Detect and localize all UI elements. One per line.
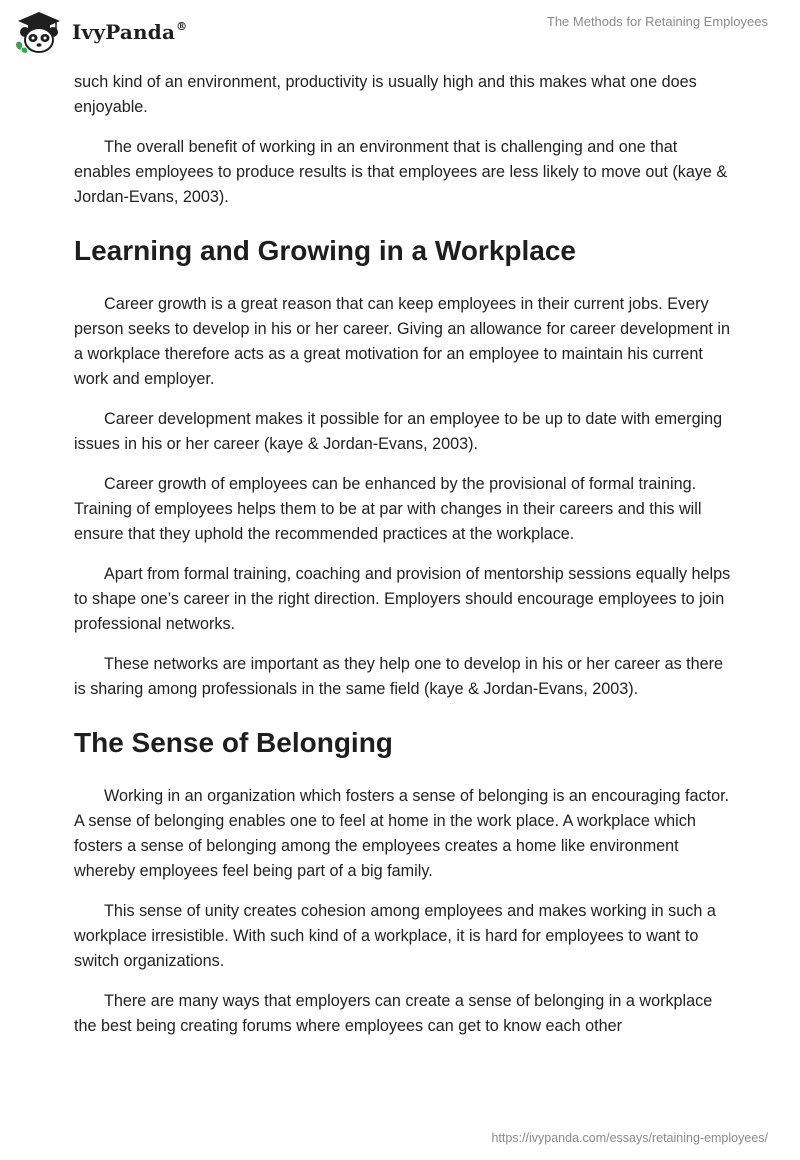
paragraph: This sense of unity creates cohesion among employees and makes working in such a workplace irresistible. With such kind of a workplace, it is hard for employees to want to switch organizations. [74, 902, 716, 970]
paragraph: Working in an organization which fosters a sense of belonging is an encouraging factor. A sense of belonging enables one to feel at home in the work place. A workplace which fosters a sense of belonging among the employees creates a home like environment whereby employees feel being part of a big family. [74, 787, 730, 880]
paragraph: Career development makes it possible for an employee to be up to date with emerging issues in his or her career (kaye & Jordan-Evans, 2003). [74, 410, 723, 453]
section-heading-belonging: The Sense of Belonging [74, 727, 393, 758]
paragraph: Apart from formal training, coaching and provision of mentorship sessions equally helps to shape one’s career in the right direction. Employers should encourage employees to join professional networks. [74, 565, 731, 633]
document-title: The Methods for Retaining Employees [546, 14, 768, 29]
paragraph: There are many ways that employers can create a sense of belonging in a workplace the best being creating forums where employees can get to know each other [74, 992, 713, 1035]
panda-graduate-icon [14, 10, 64, 54]
paragraph: These networks are important as they help one to develop in his or her career as there is sharing among professionals in the same field (kaye & Jordan-Evans, 2003). [74, 655, 724, 698]
paragraph: Career growth is a great reason that can keep employees in their current jobs. Every person seeks to develop in his or her career. Giving an allowance for career development in a workplace therefore acts as a great motivation for an employee to maintain his current work and employer. [74, 295, 730, 388]
source-url-link[interactable]: https://ivypanda.com/essays/retaining-employees/ [491, 1131, 768, 1145]
paragraph: Career growth of employees can be enhanced by the provisional of formal training. Training of employees helps them to be at par with changes in their careers and this will ensure that they uphold the recommended practices at the workplace. [74, 475, 702, 543]
brand-name: IvyPanda® [72, 20, 188, 44]
ivypanda-logo[interactable] [14, 10, 187, 54]
section-heading-learning: Learning and Growing in a Workplace [74, 235, 577, 266]
page-header [0, 0, 800, 64]
paragraph: such kind of an environment, productivity is usually high and this makes what one does enjoyable. [74, 73, 697, 116]
essay-body [74, 70, 734, 1054]
paragraph: The overall benefit of working in an environment that is challenging and one that enables employees to produce results is that employees are less likely to move out (kaye & Jordan-Evans, 2003). [74, 138, 728, 206]
